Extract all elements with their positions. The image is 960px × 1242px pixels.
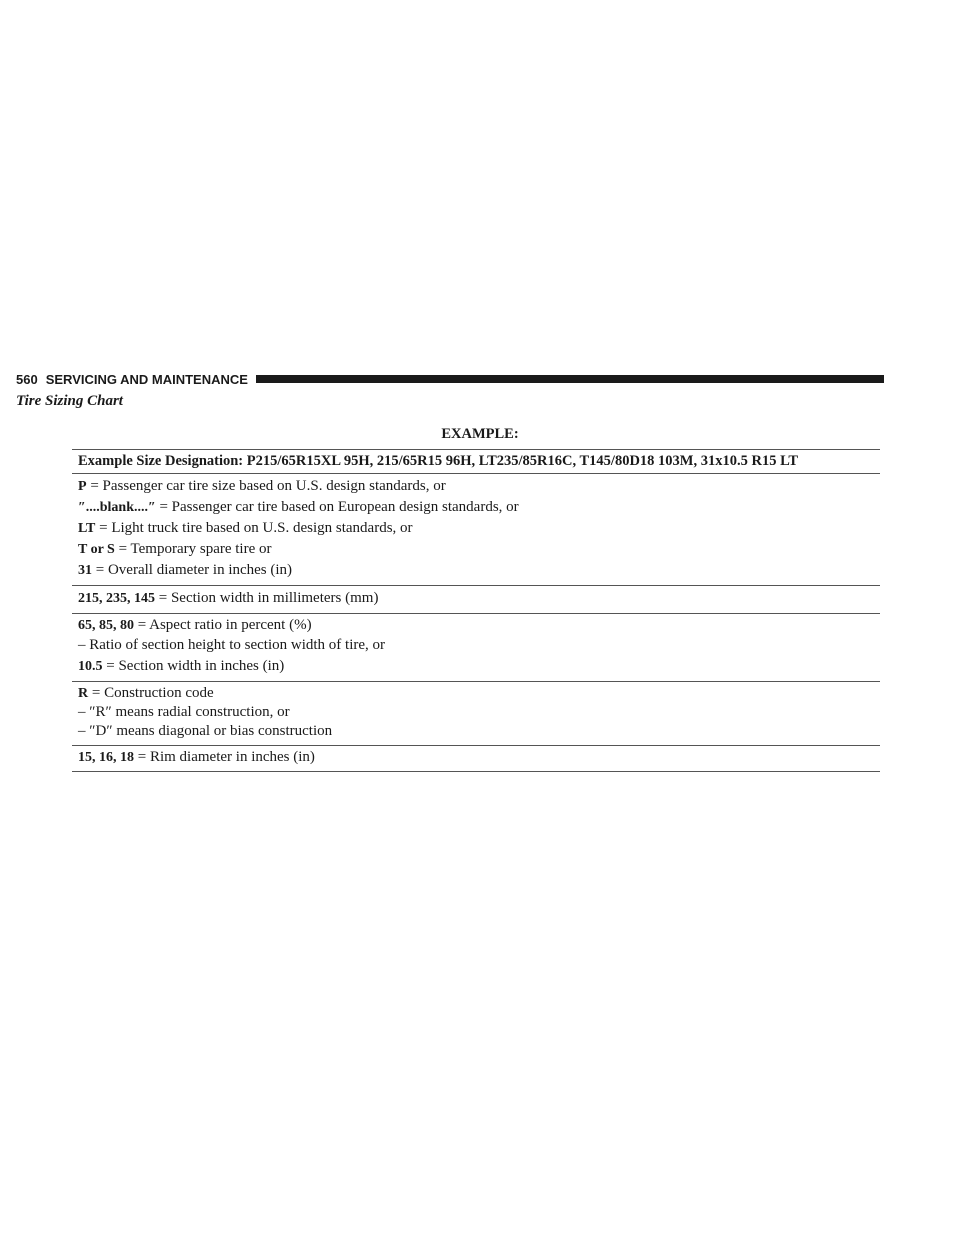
table-row-aspect-ratio: [72, 614, 880, 681]
code-description: = Rim diameter in inches (in): [134, 749, 315, 765]
code-label: P: [78, 479, 87, 494]
table-line: [78, 748, 874, 767]
table-line: [78, 656, 874, 677]
code-label: R: [78, 686, 89, 701]
code-description: = Passenger car tire size based on U.S. design standards, or: [86, 478, 446, 494]
code-label: ″....blank....″: [78, 500, 156, 515]
code-description: = Aspect ratio in percent (%): [134, 617, 312, 633]
table-line: [78, 616, 874, 635]
table-line: [78, 722, 874, 741]
tire-sizing-table: [72, 449, 880, 772]
table-line: [78, 518, 874, 539]
code-description: = Section width in millimeters (mm): [155, 590, 379, 606]
section-title: SERVICING AND MAINTENANCE: [45, 371, 248, 387]
table-line: [78, 476, 874, 497]
example-designation: Example Size Designation: P215/65R15XL 95H, 215/65R15 96H, LT235/85R16C, T145/80D18 103M, 31x10.5 R15 LT: [78, 453, 799, 469]
table-line: [78, 539, 874, 560]
table-line: [78, 684, 874, 703]
table-row-tire-type: [72, 474, 880, 585]
header-rule: [256, 375, 884, 383]
code-description: = Section width in inches (in): [102, 658, 285, 674]
table-row-section-width-mm: [72, 586, 880, 613]
code-description: = Construction code: [88, 685, 214, 701]
table-line: [78, 635, 874, 656]
table-row-rim-diameter: [72, 746, 880, 771]
code-label: 31: [78, 563, 92, 578]
table-line: [78, 497, 874, 518]
example-heading: EXAMPLE:: [441, 426, 519, 442]
chart-title: Tire Sizing Chart: [16, 393, 123, 409]
code-label: 10.5: [78, 659, 103, 674]
code-label: 215, 235, 145: [78, 591, 155, 606]
table-row-construction: [72, 682, 880, 745]
code-description: = Light truck tire based on U.S. design standards, or: [95, 520, 413, 536]
code-label: LT: [78, 521, 96, 536]
table-line: [78, 560, 874, 581]
table-line: [78, 588, 874, 609]
code-description: – ″D″ means diagonal or bias construction: [78, 723, 333, 739]
code-label: 15, 16, 18: [78, 750, 134, 765]
code-label: 65, 85, 80: [78, 618, 134, 633]
page-number: 560: [16, 371, 38, 387]
code-description: – ″R″ means radial construction, or: [78, 704, 290, 720]
code-description: = Temporary spare tire or: [114, 541, 272, 557]
code-description: = Overall diameter in inches (in): [92, 562, 293, 578]
code-label: T or S: [78, 542, 115, 557]
table-bottom-rule: [72, 771, 880, 772]
page-header: [16, 370, 884, 388]
table-line: [78, 703, 874, 722]
code-description: – Ratio of section height to section width of tire, or: [78, 637, 386, 653]
code-description: = Passenger car tire based on European design standards, or: [155, 499, 519, 515]
